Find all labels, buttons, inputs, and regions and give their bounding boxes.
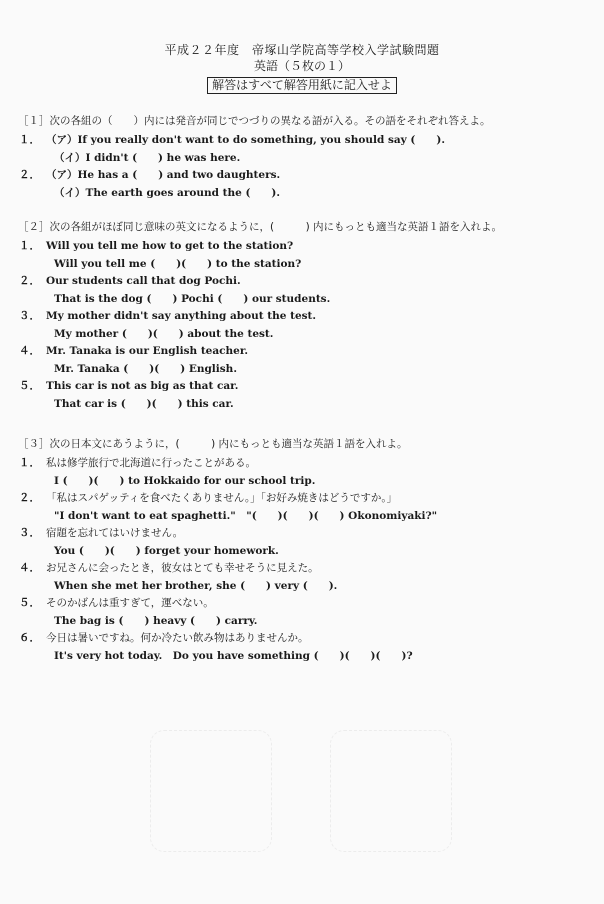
question-3-4: ４． お兄さんに会ったとき，彼女はとても幸せそうに見えた。 — [19, 562, 319, 574]
exam-subject: 英語（５枚の１） — [253, 59, 350, 73]
question-2-5: ５． This car is not as big as that car. — [19, 380, 239, 392]
exam-header — [0, 42, 604, 94]
question-3-3: ３． 宿題を忘れてはいけません。 — [19, 527, 184, 539]
question-2-1-b: Will you tell me ( )( ) to the station? — [54, 257, 302, 270]
section-2-title: ［２］次の各組がほぼ同じ意味の英文になるように，( ) 内にもっとも適当な英語１語を入れよ。 — [18, 221, 503, 233]
question-2-4-b: Mr. Tanaka ( )( ) English. — [54, 362, 237, 375]
question-3-4-b: When she met her brother, she ( ) very ( ). — [54, 579, 338, 592]
question-3-2-b: "I don't want to eat spaghetti." "( )( )( ) Okonomiyaki?" — [54, 509, 438, 522]
question-3-6: ６． 今日は暑いですね。何か冷たい飲み物はありませんか。 — [19, 632, 309, 644]
question-2-5-b: That car is ( )( ) this car. — [54, 397, 234, 410]
question-1-2: ２． （ア）He has a ( ) and two daughters. — [19, 169, 281, 181]
question-2-3: ３． My mother didn't say anything about the test. — [19, 310, 317, 322]
exam-title: 平成２２年度 帝塚山学院高等学校入学試験問題 — [164, 43, 440, 57]
question-3-1: １． 私は修学旅行で北海道に行ったことがある。 — [19, 457, 256, 469]
question-3-5: ５． そのかばんは重すぎて，運べない。 — [19, 597, 214, 609]
instruction-box: 解答はすべて解答用紙に記入せよ — [207, 77, 397, 94]
show-through-shape — [150, 730, 272, 852]
question-1-2-b: （イ）The earth goes around the ( ). — [54, 186, 281, 199]
section-3 — [18, 437, 588, 665]
section-3-title: ［３］次の日本文にあうように，( ) 内にもっとも適当な英語１語を入れよ。 — [18, 438, 408, 450]
question-3-1-b: I ( )( ) to Hokkaido for our school trip. — [54, 474, 316, 487]
question-1-1: １． （ア）If you really don't want to do something, you should say ( ). — [19, 134, 446, 146]
question-1-1-b: （イ）I didn't ( ) he was here. — [54, 151, 241, 164]
question-3-3-b: You ( )( ) forget your homework. — [54, 544, 279, 557]
question-3-2: ２． 「私はスパゲッティを食べたくありません。」「お好み焼きはどうですか。」 — [19, 492, 398, 504]
question-2-2: ２． Our students call that dog Pochi. — [19, 275, 241, 287]
question-3-6-b: It's very hot today. Do you have something ( )( )( )? — [54, 649, 413, 662]
show-through-shape — [330, 730, 452, 852]
section-2 — [18, 220, 588, 413]
question-2-3-b: My mother ( )( ) about the test. — [54, 327, 274, 340]
section-1 — [18, 114, 588, 202]
question-2-1: １． Will you tell me how to get to the station? — [19, 240, 294, 252]
question-2-2-b: That is the dog ( ) Pochi ( ) our students. — [54, 292, 331, 305]
section-1-title: ［１］次の各組の（ ）内には発音が同じでつづりの異なる語が入る。その語をそれぞれ答えよ。 — [18, 115, 491, 127]
question-3-5-b: The bag is ( ) heavy ( ) carry. — [54, 614, 258, 627]
question-2-4: ４． Mr. Tanaka is our English teacher. — [19, 345, 249, 357]
